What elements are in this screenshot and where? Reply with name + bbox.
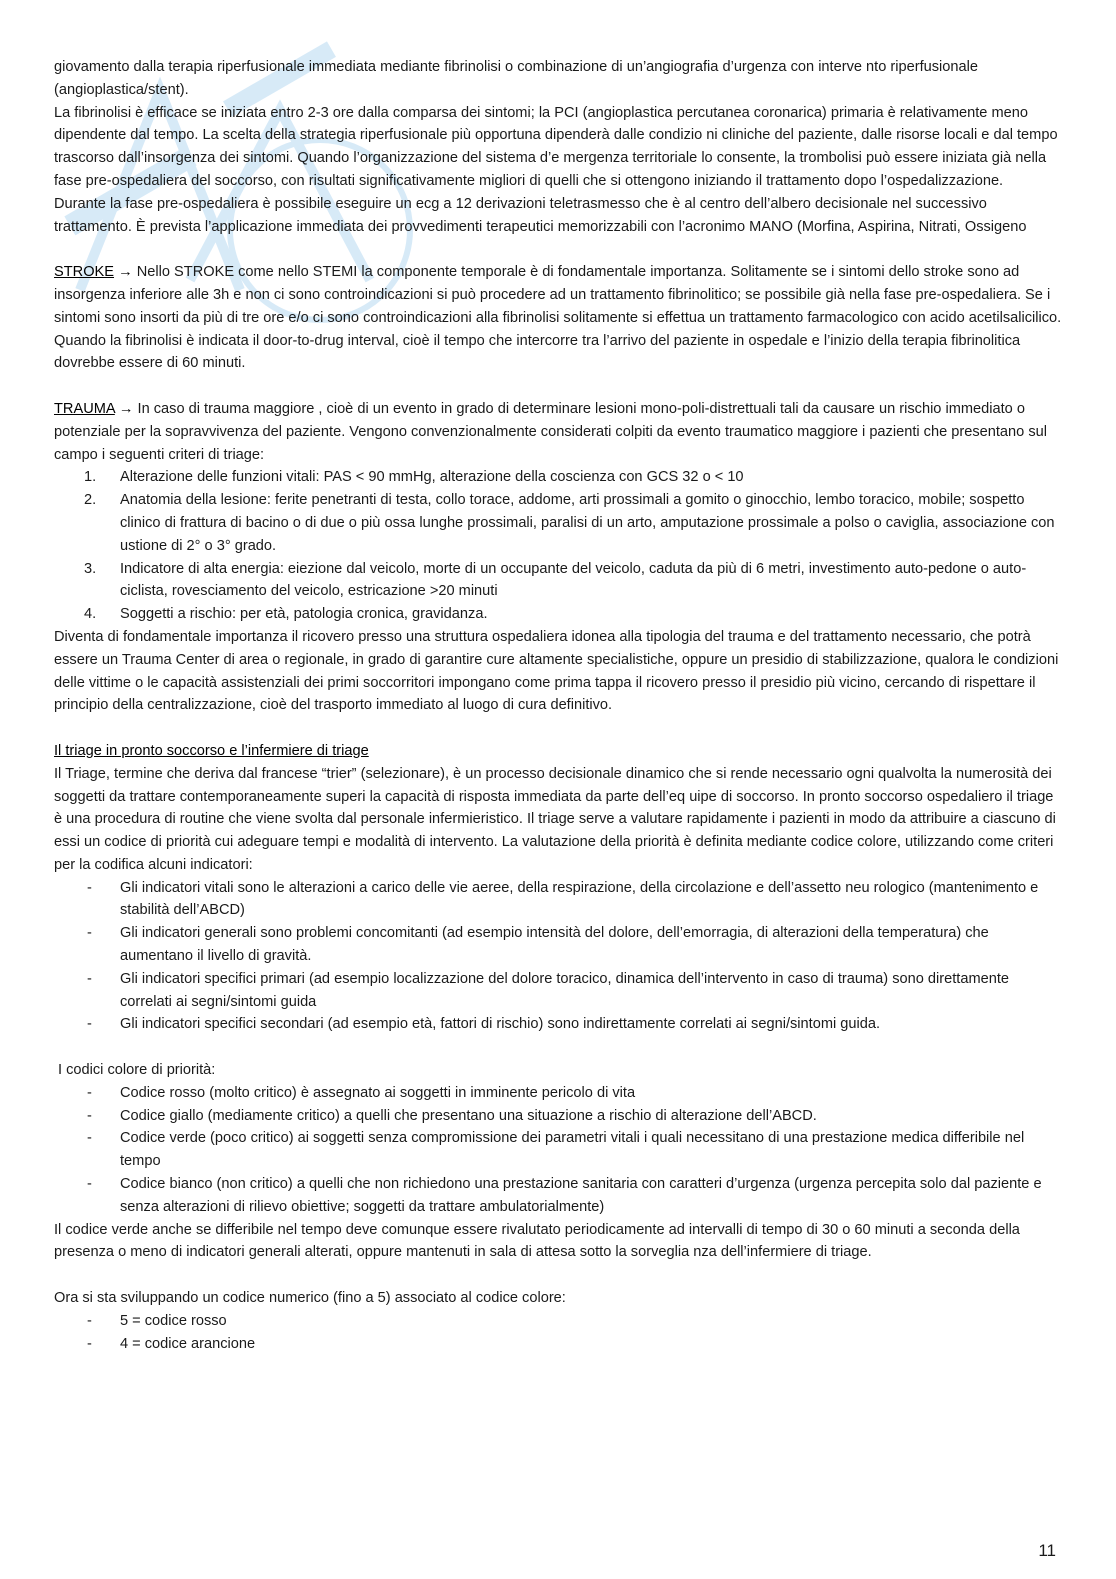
list-item <box>54 1013 1064 1036</box>
arrow-right-icon: → <box>118 400 134 417</box>
list-item <box>54 558 1064 604</box>
list-number: 3. <box>84 560 97 577</box>
dash-bullet: - <box>87 1176 92 1193</box>
list-item-text: 5 = codice rosso <box>120 1312 227 1329</box>
dash-bullet: - <box>87 1130 92 1147</box>
codici-intro: I codici colore di priorità: <box>58 1062 216 1079</box>
triage-paragraph: Il Triage, termine che deriva dal francese “trier” (selezionare), è un processo decisionale dinamico che si rende necessario ogni qualvolta la numerosità dei soggetti da trattare contemporaneamente superi la capacità di risposta immediata da parte dell’eq uipe di soccorso. In pronto soccorso ospedaliero il triage è una procedura di routine che viene svolta dal personale infermieristico. Il triage serve a valutare rapidamente i pazienti in modo da attribuire a ciascuno di essi un codice di priorità cui adeguare tempi e modalità di intervento. La valutazione della priorità è definita mediante codice colore, utilizzando come criteri per la codifica alcuni indicatori: <box>54 765 1056 873</box>
dash-bullet: - <box>87 1016 92 1033</box>
list-item <box>54 603 1064 626</box>
list-item-text: Gli indicatori specifici primari (ad esempio localizzazione del dolore toracico, dinamica dell’intervento in caso di trauma) sono direttamente correlati ai segni/sintomi guida <box>120 970 1010 1010</box>
triage-indicators-list <box>54 877 1064 1037</box>
list-item-text: Codice bianco (non critico) a quelli che non richiedono una prestazione sanitaria con caratteri d’urgenza (urgenza percepita solo dal paziente e senza alterazioni di rilievo obiettive; soggetti da trattare ambulatorialmente) <box>120 1176 1042 1215</box>
intro-paragraph-2: La fibrinolisi è efficace se iniziata entro 2-3 ore dalla comparsa dei sintomi; la PCI (angioplastica percutanea coronarica) primaria è relativamente meno dipendente dal tempo. La scelta della strategia riperfusionale più opportuna dipenderà dalle condizio ni cliniche del paziente, dalle risorse locali e dal tempo trascorso dall’insorgenza dei sintomi. Quando l’organizzazione del sistema d’e mergenza territoriale lo consente, la trombolisi può essere iniziata già nella fase pre-ospedaliera del soccorso, con risultati significativamente migliori di quelli che si ottengono iniziando il trattamento dopo l’ospedalizzazione. <box>54 104 1058 189</box>
list-item <box>54 922 1064 968</box>
list-item-text: Indicatore di alta energia: eiezione dal veicolo, morte di un occupante del veicolo, caduta da più di 6 metri, investimento auto-pedone o auto-ciclista, rovesciamento del veicolo, estricazione >20 minuti <box>120 560 1027 600</box>
list-number: 2. <box>84 492 97 509</box>
dash-bullet: - <box>87 1312 92 1329</box>
stroke-heading: STROKE <box>54 264 115 281</box>
list-number: 4. <box>84 606 97 623</box>
list-number: 1. <box>84 469 97 486</box>
codici-after-paragraph: Il codice verde anche se differibile nel tempo deve comunque essere rivalutato periodicamente ad intervalli di tempo di 30 o 60 minuti a seconda della presenza o meno di indicatori generali alterati, oppure mantenuti in sala di attesa sotto la sorveglia nza dell’infermiere di triage. <box>54 1221 1020 1261</box>
trauma-criteria-list <box>54 466 1064 626</box>
arrow-right-icon: → <box>118 264 133 281</box>
list-item-text: Codice rosso (molto critico) è assegnato ai soggetti in imminente pericolo di vita <box>120 1084 636 1101</box>
list-item <box>54 466 1064 489</box>
trauma-paragraph <box>54 398 1064 466</box>
dash-bullet: - <box>87 925 92 942</box>
stroke-text: Nello STROKE come nello STEMI la componente temporale è di fondamentale importanza. Solitamente se i sintomi dello stroke sono ad insorgenza inferiore alle 3h e non ci sono controindicazioni si può procedere ad un trattamento fibrinolitico; se possibile già nella fase pre-ospedaliera. Se i sintomi sono insorti da più di tre ore e/o ci sono controindicazioni alla fibrinolisi solitamente si effettua un trattamento farmacologico con acido acetilsalicilico. Quando la fibrinolisi è indicata il door-to-drug interval, cioè il tempo che intercorre tra l’arrivo del paziente in ospedale e l’inizio della terapia fibrinolitica dovrebbe essere di 60 minuti. <box>54 264 1062 372</box>
list-item <box>54 1333 1064 1356</box>
trauma-text: In caso di trauma maggiore , cioè di un evento in grado di determinare lesioni mono-poli-distrettuali tali da causare un rischio immediato o potenziale per la sopravvivenza del paziente. Vengono convenzionalmente considerati colpiti da evento traumatico maggiore i pazienti che presentano sul campo i seguenti criteri di triage: <box>54 400 1047 463</box>
list-item <box>54 1310 1064 1333</box>
document-page <box>54 56 1064 1355</box>
intro-paragraph-1: giovamento dalla terapia riperfusionale immediata mediante fibrinolisi o combinazione di un’angiografia d’urgenza con interve nto riperfusionale (angioplastica/stent). <box>54 59 979 98</box>
dash-bullet: - <box>87 1107 92 1124</box>
list-item <box>54 1127 1064 1173</box>
dash-bullet: - <box>87 970 92 987</box>
list-item-text: Soggetti a rischio: per età, patologia cronica, gravidanza. <box>120 606 488 623</box>
stroke-paragraph <box>54 261 1064 375</box>
triage-section-title: Il triage in pronto soccorso e l’infermiere di triage <box>54 742 369 759</box>
list-item-text: Gli indicatori generali sono problemi concomitanti (ad esempio intensità del dolore, dell’emorragia, di alterazioni della temperatura) che aumentano il livello di gravità. <box>120 925 989 965</box>
dash-bullet: - <box>87 879 92 896</box>
dash-bullet: - <box>87 1335 92 1352</box>
page-number: 11 <box>1038 1541 1056 1560</box>
list-item-text: 4 = codice arancione <box>120 1335 256 1352</box>
list-item-text: Alterazione delle funzioni vitali: PAS < 90 mmHg, alterazione della coscienza con GCS 32 o < 10 <box>120 469 744 486</box>
codici-list <box>54 1082 1064 1219</box>
list-item-text: Codice verde (poco critico) ai soggetti senza compromissione dei parametri vitali i quali necessitano di una prestazione medica differibile nel tempo <box>120 1130 1025 1170</box>
trauma-after-paragraph: Diventa di fondamentale importanza il ricovero presso una struttura ospedaliera idonea alla tipologia del trauma e del trattamento necessario, che potrà essere un Trauma Center di area o regionale, in grado di garantire cure altamente specialistiche, oppure un presidio di stabilizzazione, qualora le condizioni delle vittime o le capacità assistenziali dei primi soccorritori impongano come prima tappa il ricovero presso il presidio più vicino, cercando di rispettare il principio della centralizzazione, cioè del trasporto immediato al luogo di cura definitivo. <box>54 628 1059 714</box>
list-item-text: Codice giallo (mediamente critico) a quelli che presentano una situazione a rischio di alterazione dell’ABCD. <box>120 1107 817 1124</box>
trauma-heading: TRAUMA <box>54 400 115 417</box>
list-item-text: Gli indicatori specifici secondari (ad esempio età, fattori di rischio) sono indirettamente correlati ai segni/sintomi guida. <box>120 1016 881 1033</box>
list-item-text: Anatomia della lesione: ferite penetranti di testa, collo torace, addome, arti prossimali a gomito o ginocchio, lembo toracico, mobile; sospetto clinico di frattura di bacino o di due o più ossa lunghe prossimali, paralisi di un arto, amputazione prossimale a polso o caviglia, associazione con ustione di 2° o 3° grado. <box>120 492 1055 554</box>
list-item <box>54 1173 1064 1219</box>
numerico-list <box>54 1310 1064 1356</box>
list-item <box>54 1105 1064 1128</box>
list-item <box>54 877 1064 923</box>
dash-bullet: - <box>87 1084 92 1101</box>
list-item <box>54 489 1064 557</box>
numerico-intro: Ora si sta sviluppando un codice numerico (fino a 5) associato al codice colore: <box>54 1290 566 1307</box>
list-item <box>54 1082 1064 1105</box>
list-item-text: Gli indicatori vitali sono le alterazioni a carico delle vie aeree, della respirazione, della circolazione e dell’assetto neu rologico (mantenimento e stabilità dell’ABCD) <box>120 879 1039 919</box>
intro-paragraph-3: Durante la fase pre-ospedaliera è possibile eseguire un ecg a 12 derivazioni teletrasmesso che è al centro dell’albero decisionale nel successivo trattamento. È prevista l’applicazione immediata dei provvedimenti terapeutici memorizzabili con l’acronimo MANO (Morfina, Aspirina, Nitrati, Ossigeno <box>54 195 1027 235</box>
list-item <box>54 968 1064 1014</box>
